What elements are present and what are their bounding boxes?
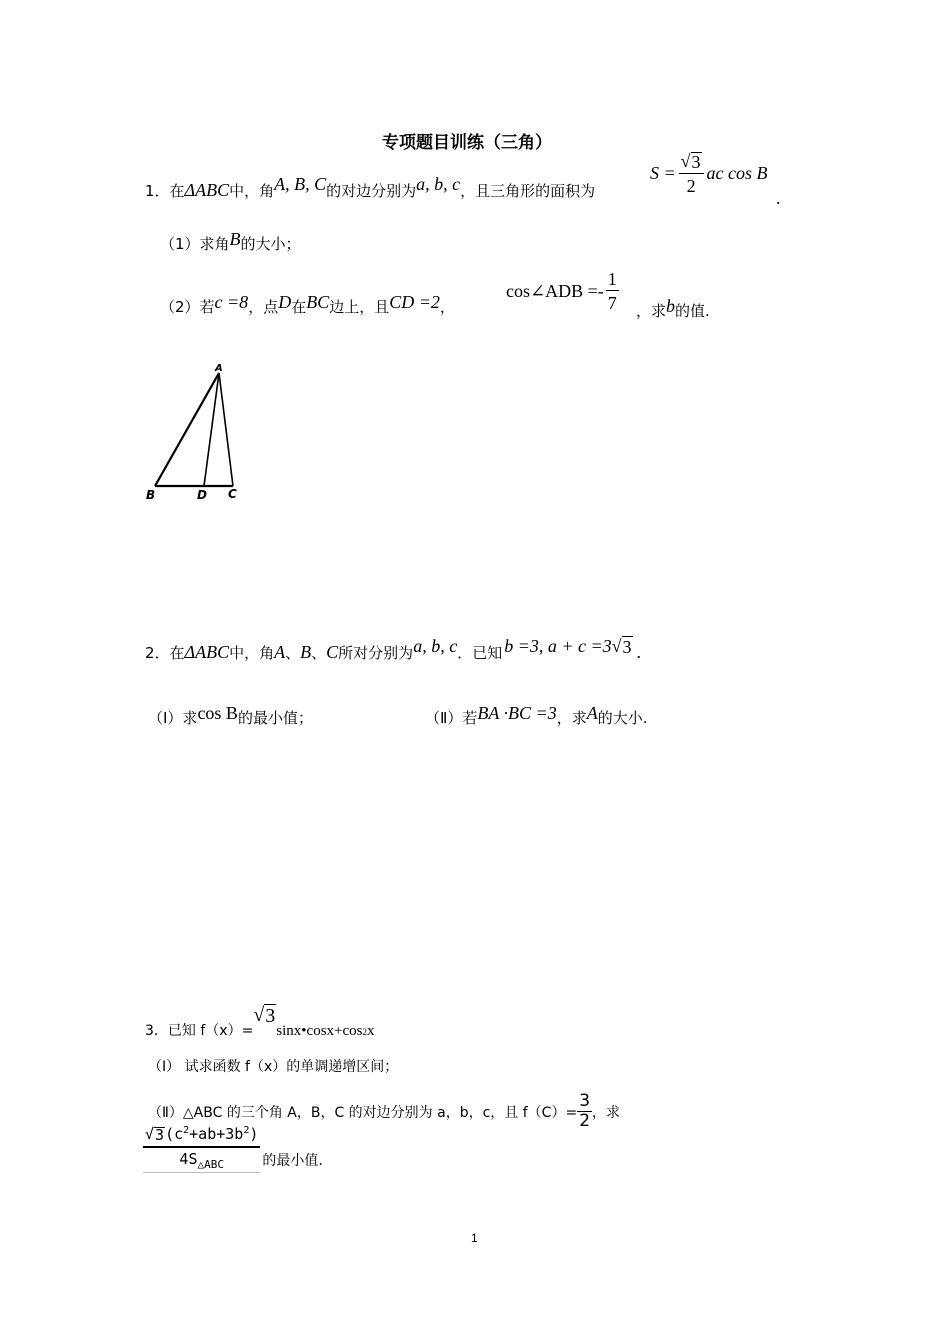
- q1-area-fraction: [679, 152, 704, 195]
- q2-angle-A: A: [274, 642, 286, 662]
- q2-stem: [145, 636, 642, 664]
- q1-area-rest: ac cos B: [706, 163, 768, 183]
- q1-period: .: [776, 188, 781, 208]
- q1-area-denominator: 2: [686, 176, 696, 196]
- q1-cos-numerator: 1: [607, 269, 617, 289]
- q2-text-2: 所对分别为: [338, 644, 414, 662]
- q3-sqrt-radicand: 3: [265, 1005, 276, 1027]
- q1-part1-text-a: （1）求角: [160, 235, 230, 253]
- q1-part2-text-f: ，求: [636, 302, 667, 320]
- q1-part2-text-b: ，点: [248, 298, 279, 316]
- q2-part1: [148, 703, 313, 728]
- q1-triangle-figure: [140, 355, 250, 505]
- q1-part2-text-e: ，: [439, 298, 455, 316]
- q2-part2-A: A: [586, 703, 598, 723]
- vertex-label-B: B: [146, 488, 156, 502]
- q1-part2-text-a: （2）若: [160, 298, 215, 316]
- q2-part2-text-b: ，求: [556, 709, 587, 727]
- q1-part2-text-c: 在: [291, 298, 307, 316]
- q2-text-1: 中，角: [229, 644, 275, 662]
- q1-area-formula: [650, 152, 768, 195]
- q3-part1: （Ⅰ） 试求函数 f（x）的单调递增区间；: [148, 1059, 399, 1075]
- q1-area-s: S =: [650, 163, 676, 183]
- q3-part2-text-a: （Ⅱ）△ABC 的三个角 A，B，C 的对边分别为 a，b，c，且 f（C）=: [148, 1104, 578, 1121]
- q1-part2-text-d: 边上，且: [329, 298, 390, 316]
- q2-number: 2．在: [145, 644, 185, 662]
- vertex-label-C: C: [228, 487, 237, 501]
- q1-part2-CD: CD =2: [389, 292, 440, 312]
- q2-part1-text-b: 的最小值；: [237, 709, 313, 727]
- q1-cos-text: cos∠ADB =-: [506, 280, 604, 301]
- q2-sides: a, b, c: [413, 636, 458, 656]
- q2-triangle: ΔABC: [184, 642, 230, 662]
- q3-stem: [145, 1004, 375, 1042]
- q1-part2-D: D: [278, 292, 292, 312]
- q3-part2-text-b: ，求: [592, 1104, 621, 1121]
- q1-part1-B: B: [229, 229, 241, 249]
- q1-area-numerator: √ 3: [679, 152, 704, 174]
- q1-part1: [160, 229, 301, 254]
- q3-number: 3．已知 f（x）=: [145, 1023, 254, 1039]
- q1-number: 1．在: [145, 182, 185, 200]
- q3-big-denominator: [143, 1148, 260, 1173]
- q3-sqrt: √ 3: [253, 1004, 276, 1027]
- q2-text-3: ．已知: [457, 644, 503, 662]
- q3-big-sqrt-radicand: 3: [155, 1126, 165, 1144]
- q2-part2-text-c: 的大小.: [597, 709, 648, 727]
- q2-sqrt-radicand: 3: [622, 637, 632, 657]
- q3-tail: 的最小值.: [262, 1152, 323, 1169]
- q1-stem: [145, 174, 596, 201]
- q2-part1-text-a: （Ⅰ）求: [148, 709, 198, 727]
- q1-part2-c8: c =8: [214, 292, 249, 312]
- q3-big-fraction: [143, 1126, 260, 1173]
- q3-target-expression: [143, 1126, 323, 1173]
- q2-period: .: [636, 642, 642, 662]
- q2-sep-1: 、: [285, 644, 301, 662]
- q2-angle-C: C: [326, 642, 339, 662]
- q1-part2-tail: [636, 296, 710, 321]
- q1-triangle: ΔABC: [184, 180, 230, 200]
- q3-expression: sinx•cosx+cos: [276, 1023, 363, 1039]
- q3-fraction-denominator: 2: [579, 1111, 591, 1131]
- q1-part2-text-g: 的值.: [675, 302, 710, 320]
- point-label-D: D: [197, 488, 207, 502]
- q3-big-num-b: +ab+3b: [189, 1125, 244, 1143]
- q3-fraction-numerator: 3: [579, 1091, 591, 1111]
- q1-sides: a, b, c: [416, 174, 461, 194]
- q3-big-den-main: 4S: [179, 1150, 198, 1168]
- q3-big-sup-1: 2: [183, 1125, 190, 1136]
- q3-big-sup-2: 2: [243, 1125, 250, 1136]
- q2-angle-B: B: [300, 642, 312, 662]
- q3-big-num-a: (c: [165, 1125, 184, 1143]
- q3-part2-fraction: [577, 1093, 592, 1130]
- q3-exponent: 2: [362, 1027, 368, 1037]
- q1-text-1: 中，角: [229, 182, 275, 200]
- q3-big-num-c: ): [249, 1125, 259, 1143]
- q2-sep-2: 、: [311, 644, 327, 662]
- q1-text-2: 的对边分别为: [326, 182, 417, 200]
- q1-sqrt-radicand: 3: [691, 152, 701, 172]
- q2-part2-vector: BA ·BC =3: [477, 703, 557, 723]
- page-number: 1: [471, 1231, 478, 1245]
- q1-part1-text-b: 的大小；: [240, 235, 301, 253]
- q1-angles: A, B, C: [274, 174, 327, 194]
- q2-condition: b =3, a + c =3: [504, 636, 612, 656]
- q2-part1-cosB: cos B: [197, 703, 238, 723]
- page-title: 专项题目训练（三角）: [382, 133, 552, 153]
- q3-big-den-sub: △ABC: [197, 1158, 224, 1171]
- q1-cos-formula: [506, 270, 619, 312]
- q1-cos-fraction: [606, 270, 619, 312]
- q2-sqrt: √ 3: [611, 636, 632, 657]
- q1-text-3: ，且三角形的面积为: [460, 182, 596, 200]
- q3-variable: x: [367, 1023, 375, 1039]
- q3-big-numerator: √ 3 $(c^2+ab+3b^2)$: [143, 1126, 260, 1148]
- q2-part2: [425, 703, 648, 728]
- q1-cos-denominator: 7: [607, 293, 617, 313]
- q1-part2-b: b: [666, 296, 676, 316]
- q2-part2-text-a: （Ⅱ）若: [425, 709, 478, 727]
- q1-part2: [160, 292, 455, 317]
- q1-part2-BC: BC: [306, 292, 330, 312]
- vertex-label-A: A: [215, 363, 223, 374]
